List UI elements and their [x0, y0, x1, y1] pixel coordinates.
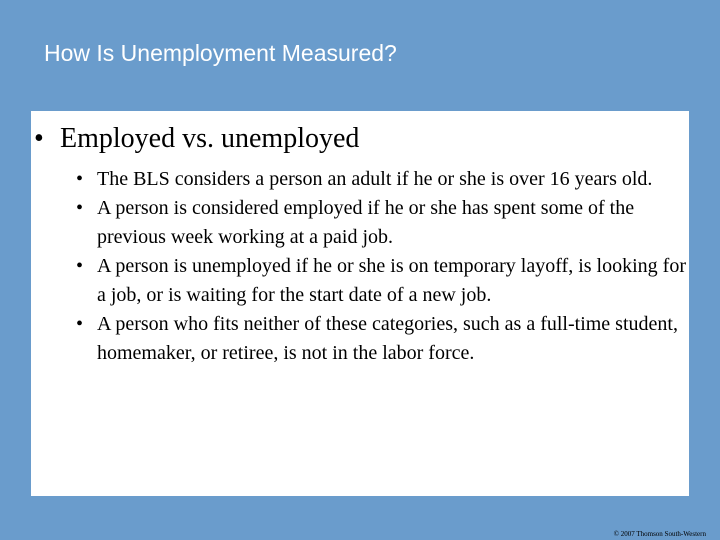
bullet-marker: • [76, 197, 84, 219]
sub-bullet-text: A person who fits neither of these categories, such as a full-time student, homemaker, or retiree, is not in the labor force. [97, 313, 678, 364]
sub-bullet-text: The BLS considers a person an adult if he or she is over 16 years old. [97, 168, 653, 190]
sub-bullet-item [76, 310, 686, 368]
sub-bullet-list [76, 165, 686, 368]
main-bullet-text: Employed vs. unemployed [60, 123, 360, 154]
bullet-marker: • [76, 255, 84, 277]
bullet-marker: • [76, 313, 84, 335]
sub-bullet-text: A person is unemployed if he or she is on temporary layoff, is looking for a job, or is waiting for the start date of a new job. [97, 255, 686, 306]
sub-bullet-item [76, 165, 686, 194]
main-bullet-point [34, 123, 359, 155]
bullet-marker: • [34, 123, 44, 154]
sub-bullet-item [76, 252, 686, 310]
bullet-marker: • [76, 168, 84, 190]
slide-title: How Is Unemployment Measured? [44, 40, 397, 66]
sub-bullet-item [76, 194, 686, 252]
sub-bullet-text: A person is considered employed if he or she has spent some of the previous week working at a paid job. [97, 197, 635, 248]
copyright-footer: © 2007 Thomson South-Western [613, 530, 706, 538]
